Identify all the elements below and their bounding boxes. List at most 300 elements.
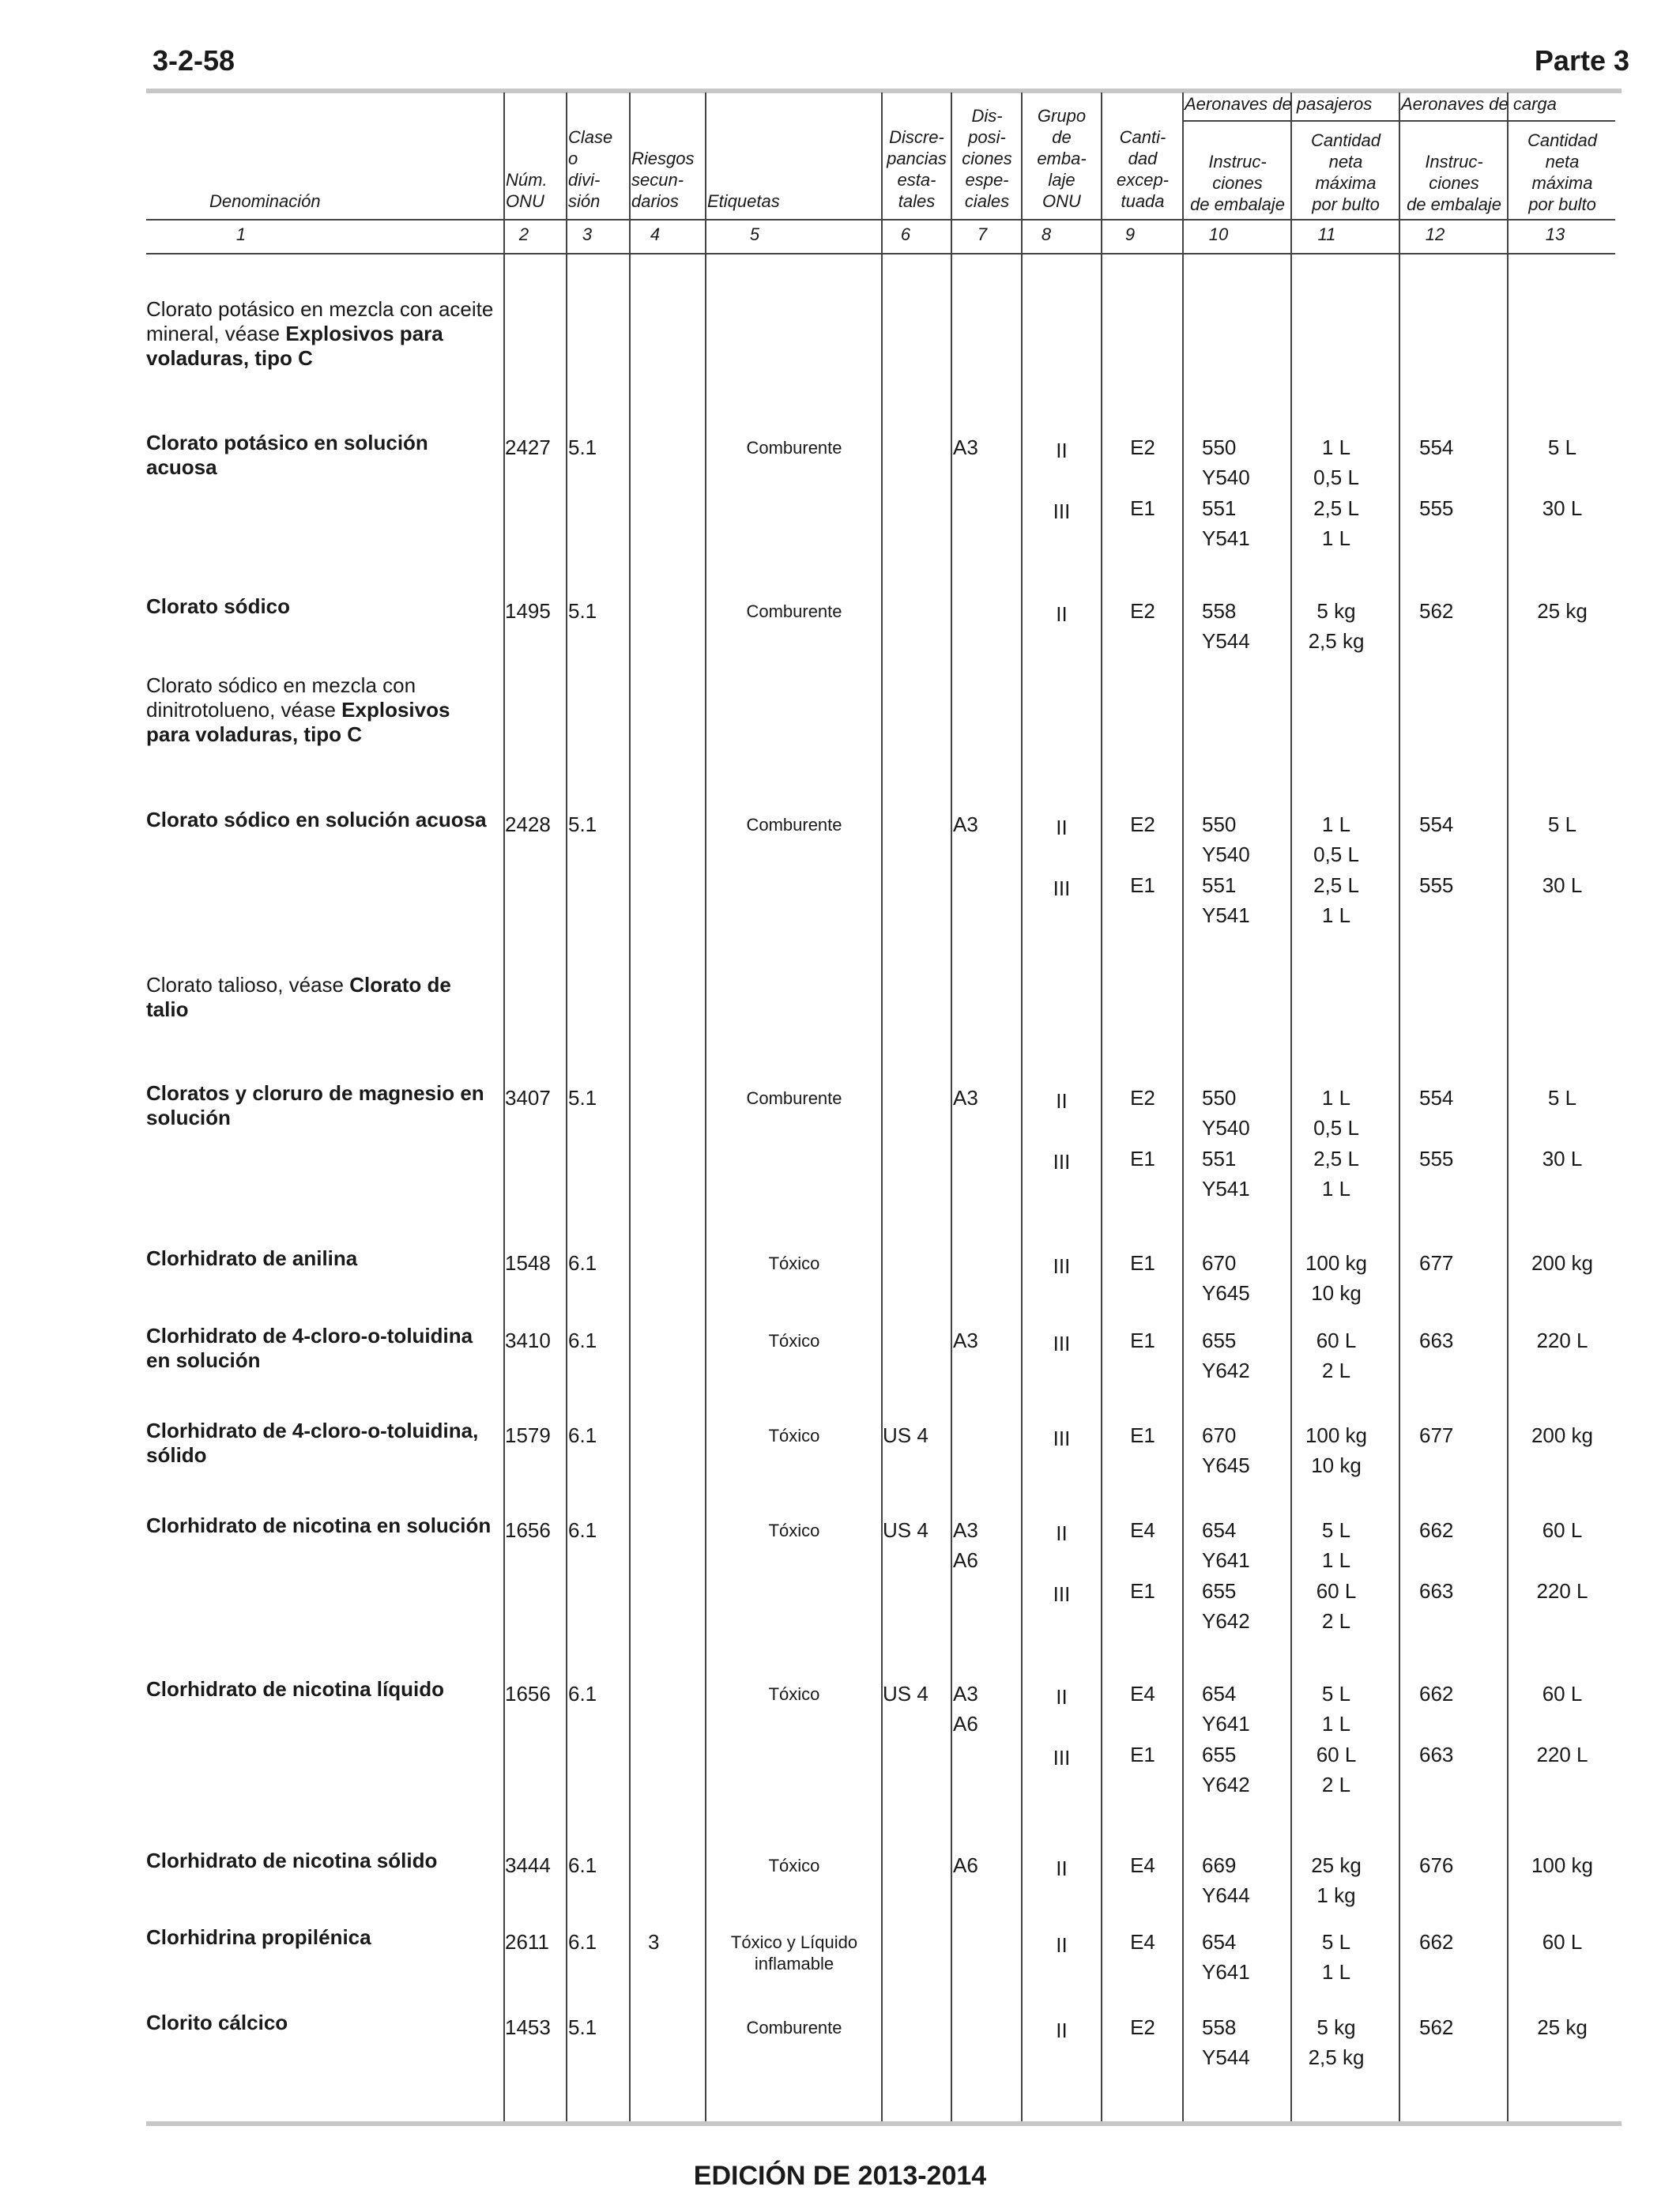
row-name-bold: Explosivos para voladuras, tipo C	[146, 698, 450, 746]
pax-quantity: 25 kg	[1311, 1853, 1362, 1877]
pax-quantity: 2,5 L	[1313, 496, 1359, 520]
cao-instruction: 562	[1419, 599, 1454, 623]
pax-instruction: Y540	[1202, 843, 1250, 866]
pax-instruction: 550	[1202, 1086, 1237, 1110]
header-clase-line: divi-	[568, 170, 601, 190]
class-division: 6.1	[568, 1930, 597, 1954]
cao-quantity: 5 L	[1547, 812, 1577, 836]
pax-quantity: 1 L	[1321, 1712, 1351, 1736]
row-name	[146, 594, 498, 619]
un-number: 1548	[505, 1251, 551, 1275]
row-name	[146, 1419, 498, 1468]
header-grupo-line: ONU	[1042, 191, 1081, 211]
header-etiquetas-line: Etiquetas	[707, 191, 780, 211]
header-clase-line: o	[568, 149, 578, 168]
packing-group: III	[1053, 876, 1071, 900]
label-text: Tóxico	[768, 1426, 820, 1446]
label-text: Comburente	[746, 601, 842, 621]
un-number: 2428	[505, 812, 551, 836]
column-divider	[1507, 92, 1509, 2121]
class-division: 6.1	[568, 1423, 597, 1447]
row-name	[146, 1081, 498, 1130]
header-pax-instrucciones	[1185, 151, 1290, 215]
header-cao-cantidad-line: Cantidad	[1527, 130, 1598, 150]
un-number: 3410	[505, 1329, 551, 1352]
special-provision: A3	[953, 1329, 978, 1352]
cao-quantity: 30 L	[1542, 1147, 1583, 1171]
pax-quantity: 2,5 L	[1313, 1147, 1359, 1171]
cao-quantity: 5 L	[1547, 1086, 1577, 1110]
header-pax-cantidad-line: máxima	[1315, 173, 1377, 193]
row-name-bold: Clorato sódico	[146, 594, 291, 618]
pax-quantity: 0,5 L	[1313, 1116, 1359, 1140]
class-division: 5.1	[568, 812, 597, 836]
pax-instruction: Y541	[1202, 526, 1250, 550]
row-name	[146, 297, 498, 371]
pax-instruction: Y544	[1202, 2045, 1250, 2069]
pax-quantity: 1 kg	[1317, 1883, 1356, 1907]
label-text: Tóxico	[768, 1253, 820, 1273]
row-name-bold: Clorhidrato de anilina	[146, 1246, 358, 1270]
cao-instruction: 677	[1419, 1251, 1454, 1275]
cao-instruction: 663	[1419, 1743, 1454, 1766]
label-text: Comburente	[746, 815, 842, 835]
pax-quantity: 1 L	[1321, 1548, 1351, 1572]
packing-group: II	[1056, 1685, 1068, 1709]
cao-instruction: 554	[1419, 1086, 1454, 1110]
pax-instruction: 654	[1202, 1518, 1237, 1542]
row-name	[146, 673, 498, 747]
header-discrepancias	[883, 126, 950, 212]
label-text: Comburente	[746, 438, 842, 458]
pax-instruction: 551	[1202, 1147, 1237, 1171]
cao-instruction: 662	[1419, 1682, 1454, 1706]
header-discrepancias-line: pancias	[887, 149, 947, 168]
excepted-quantity: E1	[1130, 1251, 1155, 1275]
label-text: Tóxico	[768, 1684, 820, 1704]
cao-quantity: 220 L	[1536, 1329, 1588, 1352]
class-division: 6.1	[568, 1518, 597, 1542]
packing-group: III	[1053, 499, 1071, 523]
header-cao-instrucciones-line: de embalaje	[1407, 194, 1501, 214]
row-name	[146, 973, 498, 1022]
pax-quantity: 2 L	[1321, 1773, 1351, 1796]
header-grupo	[1023, 105, 1100, 212]
subsidiary-risk: 3	[648, 1930, 660, 1954]
pax-quantity: 0,5 L	[1313, 466, 1359, 489]
row-name	[146, 1514, 498, 1538]
row-name-bold: Clorato de talio	[146, 973, 451, 1021]
column-divider	[705, 92, 706, 2121]
class-division: 5.1	[568, 599, 597, 623]
cao-quantity: 25 kg	[1537, 599, 1588, 623]
pax-instruction: Y645	[1202, 1281, 1250, 1305]
packing-group: II	[1056, 2019, 1068, 2042]
column-divider	[1399, 92, 1400, 2121]
label-text: Comburente	[746, 1088, 842, 1108]
special-provision: A6	[953, 1548, 978, 1572]
pax-quantity: 2 L	[1321, 1609, 1351, 1633]
column-number: 7	[977, 224, 988, 244]
packing-group: III	[1053, 1582, 1071, 1606]
excepted-quantity: E1	[1130, 1423, 1155, 1447]
class-division: 6.1	[568, 1853, 597, 1877]
cao-instruction: 677	[1419, 1423, 1454, 1447]
pax-instruction: Y641	[1202, 1548, 1250, 1572]
pax-instruction: Y641	[1202, 1712, 1250, 1736]
excepted-quantity: E2	[1130, 2015, 1155, 2039]
header-pax-cantidad-line: Cantidad	[1310, 130, 1381, 150]
pax-instruction: Y544	[1202, 629, 1250, 653]
row-name	[146, 1677, 498, 1702]
cao-instruction: 663	[1419, 1329, 1454, 1352]
cao-quantity: 60 L	[1542, 1682, 1583, 1706]
pax-quantity: 1 L	[1321, 1960, 1351, 1984]
cao-quantity: 5 L	[1547, 435, 1577, 459]
pax-instruction: 654	[1202, 1682, 1237, 1706]
excepted-quantity: E1	[1130, 1147, 1155, 1171]
class-division: 6.1	[568, 1682, 597, 1706]
special-provision: A3	[953, 1518, 978, 1542]
cao-instruction: 555	[1419, 1147, 1454, 1171]
state-variation: US 4	[883, 1423, 929, 1447]
cao-quantity: 200 kg	[1531, 1423, 1594, 1447]
un-number: 2427	[505, 435, 551, 459]
header-pax-instrucciones-line: Instruc-	[1208, 152, 1267, 172]
cao-quantity: 220 L	[1536, 1743, 1588, 1766]
pax-quantity: 5 L	[1321, 1682, 1351, 1706]
pax-instruction: 558	[1202, 599, 1237, 623]
pax-instruction: 551	[1202, 873, 1237, 897]
special-provision: A3	[953, 435, 978, 459]
excepted-quantity: E1	[1130, 496, 1155, 520]
state-variation: US 4	[883, 1518, 929, 1542]
excepted-quantity: E2	[1130, 1086, 1155, 1110]
row-name-bold: Clorhidrato de 4-cloro-o-toluidina en solución	[146, 1324, 473, 1372]
header-cao-cantidad-line: máxima	[1531, 173, 1593, 193]
un-number: 3407	[505, 1086, 551, 1110]
header-riesgos	[631, 148, 704, 212]
row-name	[146, 2011, 498, 2035]
row-name-bold: Clorato potásico en solución acuosa	[146, 431, 428, 479]
header-bottom-line	[146, 219, 1615, 221]
row-name	[146, 1925, 498, 1950]
cao-quantity: 60 L	[1542, 1518, 1583, 1542]
header-grupo-line: de	[1052, 127, 1072, 147]
pax-quantity: 5 kg	[1317, 2015, 1356, 2039]
column-number: 2	[518, 224, 529, 244]
pax-quantity: 2,5 kg	[1308, 2045, 1365, 2069]
pax-instruction: 670	[1202, 1423, 1237, 1447]
header-cao-instrucciones-line: Instruc-	[1425, 152, 1483, 172]
pax-instruction: Y642	[1202, 1773, 1250, 1796]
cao-quantity: 25 kg	[1537, 2015, 1588, 2039]
row-name-bold: Clorhidrina propilénica	[146, 1925, 371, 1949]
pax-instruction: 654	[1202, 1930, 1237, 1954]
label-text: Tóxico	[768, 1331, 820, 1351]
cao-instruction: 555	[1419, 873, 1454, 897]
header-riesgos-line: Riesgos	[631, 149, 695, 168]
header-cantidad-exceptuada-line: tuada	[1121, 191, 1165, 211]
header-denominacion	[209, 190, 446, 212]
pax-quantity: 2,5 kg	[1308, 629, 1365, 653]
pax-quantity: 1 L	[1321, 903, 1351, 927]
column-divider	[1101, 92, 1102, 2121]
header-riesgos-line: secun-	[631, 170, 684, 190]
un-number: 1495	[505, 599, 551, 623]
un-number: 1656	[505, 1518, 551, 1542]
pax-instruction: Y642	[1202, 1359, 1250, 1382]
column-number: 12	[1425, 224, 1445, 244]
header-num-onu	[506, 169, 566, 212]
bottom-rule	[146, 2121, 1622, 2126]
packing-group: II	[1056, 439, 1068, 462]
label-text: Tóxico y Líquido inflamable	[730, 1932, 858, 1973]
row-name-plain: Clorato potásico en mezcla con aceite mineral, véase	[146, 297, 494, 345]
header-grupo-line: emba-	[1037, 149, 1087, 168]
cao-instruction: 554	[1419, 812, 1454, 836]
pax-instruction: 558	[1202, 2015, 1237, 2039]
cao-quantity: 200 kg	[1531, 1251, 1594, 1275]
header-cao-cantidad-line: neta	[1545, 152, 1580, 172]
row-name	[146, 1246, 498, 1271]
excepted-quantity: E4	[1130, 1518, 1155, 1542]
pax-instruction: 550	[1202, 435, 1237, 459]
pax-instruction: 669	[1202, 1853, 1237, 1877]
header-cao-cantidad-line: por bulto	[1528, 194, 1596, 214]
header-pax-instrucciones-line: de embalaje	[1190, 194, 1285, 214]
header-aeronaves-pasajeros: Aeronaves de pasajeros	[1185, 94, 1373, 114]
pax-instruction: Y642	[1202, 1609, 1250, 1633]
un-number: 2611	[505, 1930, 549, 1954]
cao-quantity: 60 L	[1542, 1930, 1583, 1954]
cao-instruction: 555	[1419, 496, 1454, 520]
excepted-quantity: E1	[1130, 1329, 1155, 1352]
column-number: 8	[1041, 224, 1052, 244]
pax-instruction: Y645	[1202, 1453, 1250, 1477]
pax-instruction: Y541	[1202, 903, 1250, 927]
header-cao-instrucciones-line: ciones	[1429, 173, 1479, 193]
header-clase-line: sión	[568, 191, 601, 211]
header-cao-instrucciones	[1401, 151, 1507, 215]
pax-instruction: Y644	[1202, 1883, 1250, 1907]
row-name-bold: Explosivos para voladuras, tipo C	[146, 322, 443, 370]
row-name-bold: Clorhidrato de 4-cloro-o-toluidina, sólido	[146, 1419, 479, 1467]
pax-quantity: 2,5 L	[1313, 873, 1359, 897]
pax-quantity: 10 kg	[1311, 1453, 1362, 1477]
special-provision: A6	[953, 1853, 978, 1877]
header-cantidad-exceptuada	[1103, 126, 1182, 212]
pax-instruction: Y541	[1202, 1177, 1250, 1201]
un-number: 3444	[505, 1853, 551, 1877]
header-disposiciones-line: Dis-	[971, 106, 1003, 126]
excepted-quantity: E2	[1130, 812, 1155, 836]
special-provision: A3	[953, 812, 978, 836]
class-division: 5.1	[568, 435, 597, 459]
edition-footer: EDICIÓN DE 2013-2014	[693, 2161, 987, 2191]
cao-instruction: 562	[1419, 2015, 1454, 2039]
header-pax-cantidad	[1293, 130, 1399, 215]
state-variation: US 4	[883, 1682, 929, 1706]
header-cantidad-exceptuada-line: excep-	[1116, 170, 1170, 190]
pax-quantity: 100 kg	[1305, 1423, 1368, 1447]
aircraft-group-line	[1182, 120, 1615, 122]
pax-quantity: 1 L	[1321, 435, 1351, 459]
cao-quantity: 100 kg	[1531, 1853, 1594, 1877]
excepted-quantity: E4	[1130, 1930, 1155, 1954]
header-disposiciones-line: ciales	[964, 191, 1010, 211]
pax-quantity: 0,5 L	[1313, 843, 1359, 866]
column-number: 3	[582, 224, 593, 244]
pax-quantity: 5 L	[1321, 1518, 1351, 1542]
excepted-quantity: E1	[1130, 873, 1155, 897]
class-division: 5.1	[568, 2015, 597, 2039]
packing-group: II	[1056, 816, 1068, 839]
header-disposiciones-line: ciones	[962, 149, 1012, 168]
header-num-onu-line: Núm.	[506, 170, 548, 190]
un-number: 1579	[505, 1423, 551, 1447]
pax-instruction: Y540	[1202, 466, 1250, 489]
label-text: Tóxico	[768, 1856, 820, 1875]
row-name	[146, 1849, 498, 1873]
row-name-plain: Clorato talioso, véase	[146, 973, 350, 997]
header-grupo-line: Grupo	[1037, 106, 1087, 126]
row-name	[146, 808, 498, 832]
packing-group: II	[1056, 1857, 1068, 1880]
header-num-onu-line: ONU	[506, 191, 544, 211]
header-pax-instrucciones-line: ciones	[1212, 173, 1263, 193]
packing-group: II	[1056, 1521, 1068, 1545]
cao-quantity: 30 L	[1542, 873, 1583, 897]
header-disposiciones	[953, 105, 1021, 212]
pax-quantity: 5 L	[1321, 1930, 1351, 1954]
packing-group: III	[1053, 1150, 1071, 1174]
header-cao-cantidad	[1509, 130, 1615, 215]
packing-group: II	[1056, 1933, 1068, 1957]
column-number: 5	[749, 224, 760, 244]
column-number: 1	[235, 224, 247, 244]
row-name-plain: Clorato sódico en mezcla con dinitrotolueno, véase	[146, 673, 416, 722]
cao-instruction: 663	[1419, 1579, 1454, 1603]
column-number: 6	[900, 224, 911, 244]
pax-quantity: 5 kg	[1317, 599, 1356, 623]
row-name-bold: Cloratos y cloruro de magnesio en solución	[146, 1081, 484, 1129]
special-provision: A3	[953, 1086, 978, 1110]
cao-instruction: 662	[1419, 1518, 1454, 1542]
pax-instruction: Y641	[1202, 1960, 1250, 1984]
un-number: 1656	[505, 1682, 551, 1706]
cao-instruction: 554	[1419, 435, 1454, 459]
pax-instruction: 551	[1202, 496, 1237, 520]
pax-instruction: Y540	[1202, 1116, 1250, 1140]
column-number: 10	[1208, 224, 1229, 244]
row-name-bold: Clorhidrato de nicotina sólido	[146, 1849, 438, 1872]
column-divider	[566, 92, 567, 2121]
pax-quantity: 2 L	[1321, 1359, 1351, 1382]
column-divider	[881, 92, 883, 2121]
pax-quantity: 60 L	[1316, 1743, 1357, 1766]
packing-group: II	[1056, 602, 1068, 626]
class-division: 5.1	[568, 1086, 597, 1110]
header-disposiciones-line: espe-	[965, 170, 1009, 190]
part-title: Parte 3	[1534, 44, 1629, 77]
packing-group: III	[1053, 1746, 1071, 1770]
header-riesgos-line: darios	[631, 191, 679, 211]
header-grupo-line: laje	[1048, 170, 1075, 190]
pax-instruction: 550	[1202, 812, 1237, 836]
header-cantidad-exceptuada-line: Canti-	[1119, 127, 1166, 147]
class-division: 6.1	[568, 1329, 597, 1352]
header-pax-cantidad-line: neta	[1328, 152, 1363, 172]
pax-quantity: 1 L	[1321, 812, 1351, 836]
un-number: 1453	[505, 2015, 551, 2039]
header-discrepancias-line: Discre-	[889, 127, 944, 147]
column-divider	[1290, 92, 1292, 2121]
packing-group: III	[1053, 1427, 1071, 1450]
column-divider	[629, 92, 631, 2121]
excepted-quantity: E1	[1130, 1743, 1155, 1766]
column-number: 11	[1317, 224, 1336, 244]
header-discrepancias-line: tales	[898, 191, 936, 211]
row-name-bold: Clorhidrato de nicotina líquido	[146, 1677, 444, 1701]
cao-instruction: 676	[1419, 1853, 1454, 1877]
special-provision: A6	[953, 1712, 978, 1736]
column-divider	[1021, 92, 1023, 2121]
column-divider	[951, 92, 952, 2121]
header-aeronaves-carga: Aeronaves de carga	[1401, 94, 1557, 114]
pax-instruction: 655	[1202, 1329, 1237, 1352]
cao-quantity: 220 L	[1536, 1579, 1588, 1603]
pax-quantity: 60 L	[1316, 1579, 1357, 1603]
header-clase-line: Clase	[568, 127, 613, 147]
pax-instruction: 670	[1202, 1251, 1237, 1275]
label-text: Comburente	[746, 2018, 842, 2038]
excepted-quantity: E4	[1130, 1853, 1155, 1877]
excepted-quantity: E4	[1130, 1682, 1155, 1706]
pax-quantity: 1 L	[1321, 1086, 1351, 1110]
row-name	[146, 431, 498, 480]
header-cantidad-exceptuada-line: dad	[1128, 149, 1158, 168]
excepted-quantity: E2	[1130, 435, 1155, 459]
column-number: 9	[1124, 224, 1136, 244]
header-clase	[568, 126, 628, 212]
row-name-bold: Clorhidrato de nicotina en solución	[146, 1514, 492, 1537]
column-number: 13	[1545, 224, 1565, 244]
header-discrepancias-line: esta-	[897, 170, 936, 190]
row-name	[146, 1324, 498, 1373]
pax-instruction: 655	[1202, 1743, 1237, 1766]
class-division: 6.1	[568, 1251, 597, 1275]
label-text: Tóxico	[768, 1521, 820, 1540]
row-name-bold: Clorato sódico en solución acuosa	[146, 808, 487, 831]
pax-quantity: 1 L	[1321, 526, 1351, 550]
column-divider	[1182, 92, 1184, 2121]
header-disposiciones-line: posi-	[968, 127, 1006, 147]
page-number: 3-2-58	[153, 44, 235, 77]
header-pax-cantidad-line: por bulto	[1312, 194, 1380, 214]
pax-quantity: 10 kg	[1311, 1281, 1362, 1305]
column-number: 4	[650, 224, 661, 244]
column-numbers-line	[146, 253, 1615, 254]
excepted-quantity: E2	[1130, 599, 1155, 623]
packing-group: III	[1053, 1254, 1071, 1278]
packing-group: III	[1053, 1332, 1071, 1355]
pax-quantity: 60 L	[1316, 1329, 1357, 1352]
header-denominacion-line: Denominación	[209, 191, 321, 211]
pax-quantity: 100 kg	[1305, 1251, 1368, 1275]
cao-quantity: 30 L	[1542, 496, 1583, 520]
header-etiquetas	[707, 190, 865, 212]
